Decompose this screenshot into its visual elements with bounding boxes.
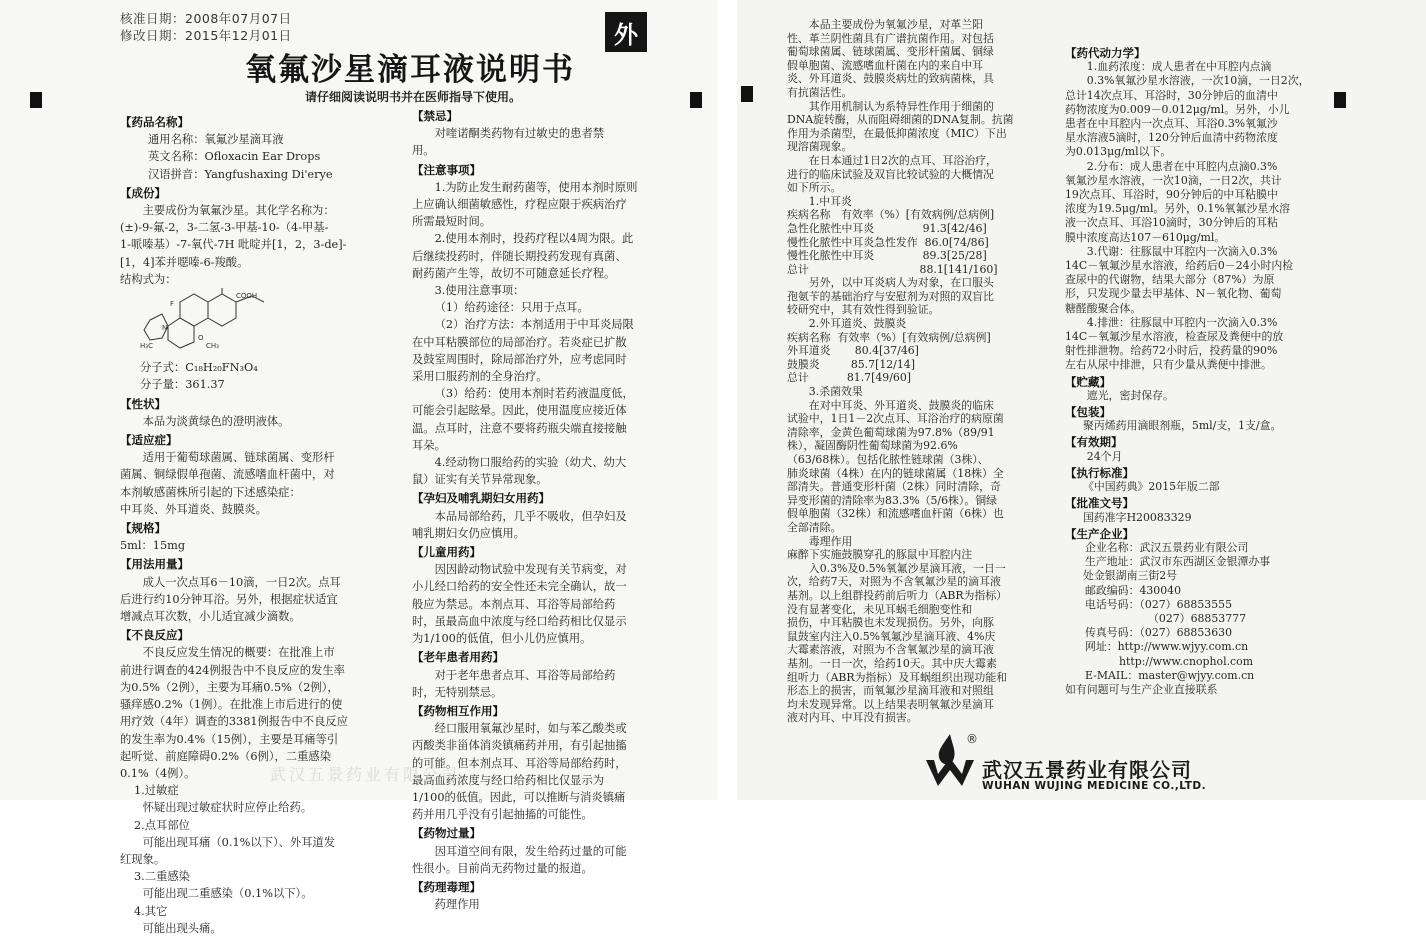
text-line: 其作用机制认为系特异性作用于细菌的 <box>808 99 994 113</box>
text-line: 在对中耳炎、外耳道炎、鼓膜炎的临床 <box>808 398 994 412</box>
section-heading: 【贮藏】 <box>1065 374 1111 389</box>
section-heading: 【不良反应】 <box>120 628 189 643</box>
text-line: 经口服用氧氟沙星时，如与苯乙酸类或 <box>434 722 627 736</box>
text-line: 丙酸类非甾体消炎镇痛药并用，有引起抽搐 <box>412 739 627 753</box>
text-line: 射性排泄物。给药72小时后，投药量的90% <box>1065 344 1278 358</box>
text-line: [1，4]苯并噁嗪-6-羧酸。 <box>120 255 249 269</box>
text-line: 适用于葡萄球菌属、链球菌属、变形杆 <box>142 451 335 465</box>
text-line: 可能会引起眩晕。因此，使用温度应接近体 <box>412 404 627 418</box>
text-line: 中耳炎、外耳道炎、鼓膜炎。 <box>120 502 267 516</box>
text-line: 0.3%氧氟沙星水溶液，一次10滴，一日2次， <box>1086 74 1310 88</box>
text-line: 可能出现二重感染（0.1%以下）。 <box>142 887 313 901</box>
registration-mark <box>741 86 753 102</box>
text-line: 总计 81.7[49/60] <box>787 371 911 385</box>
section-heading: 【儿童用药】 <box>412 545 481 560</box>
text-line: 的发生率为0.4%（15例），主要是耳痛等引 <box>120 732 339 746</box>
text-line: 部清失。普通变形杆菌（2株）同时清除，奇 <box>787 480 1001 494</box>
text-line: 基剂。以上组群投药前后听力（ABR为指标） <box>787 588 1008 602</box>
text-line: 19次点耳、耳浴时，90分钟后的中耳粘膜中 <box>1065 188 1278 202</box>
section-heading: 【成份】 <box>120 185 166 200</box>
text-line: 对喹诺酮类药物有过敏史的患者禁 <box>434 127 605 141</box>
text-line: 如有问题可与生产企业直接联系 <box>1065 682 1218 696</box>
text-line: 遮光，密封保存。 <box>1086 388 1174 402</box>
text-line: 分子式：C₁₈H₂₀FN₃O₄ <box>140 361 258 375</box>
text-line: 4.排泄：往豚鼠中耳腔内一次滴入0.3% <box>1086 315 1278 329</box>
svg-text:N: N <box>162 324 168 333</box>
text-line: 14C－氧氟沙星水溶液，检查尿及粪便中的放 <box>1065 330 1284 344</box>
section-heading: 【药理毒理】 <box>412 879 481 894</box>
text-line: 后继续投药时，伴随长期投药发现有真菌、 <box>412 249 627 263</box>
text-line: 14C－氧氟沙星水溶液，给药后0－24小时内检 <box>1065 259 1294 273</box>
text-line: 4.其它 <box>134 904 168 918</box>
text-line: 形，只发现少量去甲基体、N－氧化物、葡萄 <box>1065 287 1282 301</box>
text-line: 假单胞菌、流感嗜血杆菌在内的来自中耳 <box>787 58 984 72</box>
text-line: 时，无特别禁忌。 <box>412 685 503 699</box>
text-line: 大霉素溶液，对照为不含氧氟沙星的滴耳液 <box>787 643 994 657</box>
section-heading: 【执行标准】 <box>1065 465 1134 480</box>
text-line: 在中耳粘膜部位的局部治疗。若炎症已扩散 <box>412 335 627 349</box>
text-line: 汉语拼音：Yangfushaxing Di'erye <box>148 167 333 181</box>
text-line: 左右从尿中排泄，只有少量从粪便中排泄。 <box>1065 358 1272 372</box>
company-name-en: WUHAN WUJING MEDICINE CO.,LTD. <box>982 780 1207 792</box>
text-line: 假单胞菌（32株）和流感嗜血杆菌（6株）也 <box>787 507 1004 521</box>
text-line: 肺炎球菌（4株）在内的链球菌属（18株）全 <box>787 466 1004 480</box>
text-line: 英文名称：Ofloxacin Ear Drops <box>148 150 321 164</box>
text-line: 较研究中，其有效性得到验证。 <box>787 303 940 317</box>
section-heading: 【用法用量】 <box>120 557 189 572</box>
text-line: 起听觉、前庭障碍0.2%（6例），二重感染 <box>120 749 331 763</box>
text-line: 可能出现耳痛（0.1%以下）、外耳道发 <box>142 835 336 849</box>
company-logo <box>922 730 1282 800</box>
text-line: 性、革兰阴性菌具有广谱抗菌作用。对包括 <box>787 31 994 45</box>
text-line: 及鼓室周围时，除局部治疗外，应考虑同时 <box>412 352 627 366</box>
text-line: 0.1%（4例）。 <box>120 766 196 780</box>
text-line: 葡萄球菌属、链球菌属、变形杆菌属、铜绿 <box>787 45 994 59</box>
text-line: 红现象。 <box>120 852 166 866</box>
text-line: 株），凝固酶阴性葡萄球菌为92.6% <box>787 439 958 453</box>
text-line: 1.过敏症 <box>134 784 179 798</box>
svg-text:H₃C: H₃C <box>140 342 153 351</box>
text-line: 2.外耳道炎、鼓膜炎 <box>808 317 907 331</box>
right-column-2 <box>1065 44 1327 697</box>
text-line: 国药准字H20083329 <box>1083 510 1192 524</box>
text-line: 邮政编码：430040 <box>1085 583 1182 597</box>
text-line: 成人一次点耳6－10滴，一日2次。点耳 <box>142 575 341 589</box>
section-heading: 【药物过量】 <box>412 826 481 841</box>
text-line: 2.点耳部位 <box>134 818 190 832</box>
text-line: 星水溶液5滴时，120分钟后血清中药物浓度 <box>1065 131 1278 145</box>
left-column-2 <box>412 106 684 913</box>
approval-date: 核准日期：2008年07月07日 <box>120 11 292 26</box>
text-line: 慢性化脓性中耳炎急性发作 86.0[74/86] <box>787 235 989 249</box>
text-line: 因因龄动物试验中发现有关节病变，对 <box>434 563 627 577</box>
text-line: 3.杀菌效果 <box>808 385 863 399</box>
section-heading: 【注意事项】 <box>412 162 481 177</box>
svg-text:F: F <box>170 300 175 309</box>
text-line: 传真号码：（027）68853630 <box>1085 626 1233 640</box>
text-line: 查尿中的代谢物，结果大部分（87%）为原 <box>1065 273 1275 287</box>
text-line: 时，虽最高血中浓度与经口给药相比仅显示 <box>412 614 627 628</box>
text-line: 均未发现异常。以上结果表明氧氟沙星滴耳 <box>787 697 994 711</box>
text-line: 3.使用注意事项： <box>434 284 525 298</box>
text-line: 1.为防止发生耐药菌等，使用本剂时原则 <box>434 180 638 194</box>
text-line: 哺乳期妇女仍应慎用。 <box>412 526 525 540</box>
revision-date: 修改日期：2015年12月01日 <box>120 28 292 43</box>
text-line: 的可能。但本剂点耳、耳浴等局部给药时， <box>412 756 627 770</box>
text-line: 聚丙烯药用滴眼剂瓶，5ml/支，1支/盒。 <box>1083 419 1282 433</box>
text-line: 异变形菌的清除率为83.3%（5/6株）。铜绿 <box>787 493 998 507</box>
section-heading: 【包装】 <box>1065 405 1111 420</box>
section-heading: 【老年患者用药】 <box>412 650 504 665</box>
text-line: （3）给药：使用本剂时若药液温度低， <box>434 387 634 401</box>
text-line: 为0.5%（2例），主要为耳痛0.5%（2例）， <box>120 680 339 694</box>
registration-mark <box>1334 92 1346 108</box>
text-line: 3.代谢：往豚鼠中耳腔内一次滴入0.3% <box>1086 244 1278 258</box>
section-heading: 【药品名称】 <box>120 115 189 129</box>
text-line: 患者在中耳腔内一次点耳、耳浴0.3%氧氟沙 <box>1065 117 1278 131</box>
text-line: 本剂敏感菌株所引起的下述感染症： <box>120 485 301 499</box>
text-line: 增减点耳次数，小儿适宜减少滴数。 <box>120 610 301 624</box>
section-heading: 【批准文号】 <box>1065 496 1134 511</box>
page-gutter <box>718 0 737 800</box>
text-line: 耳朵。 <box>412 438 446 452</box>
registration-mark <box>30 92 42 108</box>
text-line: 骚痒感0.2%（1例）。在批准上市后进行的使 <box>120 698 343 712</box>
text-line: DNA旋转酶，从而阻碍细菌的DNA复制。抗菌 <box>787 113 1014 127</box>
text-line: 药理作用 <box>434 898 480 912</box>
text-line: 本品主要成份为氧氟沙星，对革兰阳 <box>808 18 984 31</box>
text-line: 所需最短时间。 <box>412 215 492 229</box>
text-line: 怀疑出现过敏症状时应停止给药。 <box>142 801 313 815</box>
text-line: 慢性化脓性中耳炎 89.3[25/28] <box>787 249 987 263</box>
text-line: 基剂。一日一次，给药10天。其中庆大霉素 <box>787 656 997 670</box>
text-line: 炎、外耳道炎、鼓膜炎病灶的致病菌株，具 <box>787 72 994 86</box>
text-line: 可能出现头痛。 <box>142 921 222 935</box>
registration-mark <box>690 92 702 108</box>
text-line: 主要成份为氧氟沙星。其化学名称为： <box>142 204 335 218</box>
text-line: （1）给药途径：只用于点耳。 <box>434 301 589 315</box>
text-line: 清除率，金黄色葡萄球菌为97.8%（89/91 <box>787 425 995 439</box>
text-line: 麻醉下实施鼓膜穿孔的豚鼠中耳腔内注 <box>787 548 973 562</box>
text-line: 药并用几乎没有引起抽搐的可能性。 <box>412 808 593 822</box>
text-line: （63/68株）。包括化脓性链球菌（3株）、 <box>787 453 989 466</box>
text-line: 氧氟沙星水溶液，一次10滴，一日2次，共计 <box>1065 173 1282 187</box>
text-line: 最高血药浓度与经口给药相比仅显示为 <box>412 773 605 787</box>
left-column-1 <box>120 112 410 937</box>
company-name-cn: 武汉五景药业有限公司 <box>982 758 1192 782</box>
text-line: 本品为淡黄绿色的澄明液体。 <box>142 414 290 428</box>
text-line: 糖醛酸聚合体。 <box>1065 301 1142 315</box>
right-column-1 <box>787 18 1059 725</box>
structural-formula-image <box>140 290 410 357</box>
text-line: 膜中浓度高达107－610μg/ml。 <box>1065 230 1226 244</box>
text-line: 总计14次点耳、耳浴时，30分钟后的血清中 <box>1065 88 1278 102</box>
text-line: 全部清除。 <box>787 520 842 534</box>
section-heading: 【有效期】 <box>1065 435 1123 450</box>
text-line: 网址：http://www.wjyy.com.cn <box>1085 640 1249 654</box>
text-line: (±)-9-氟-2，3-二氢-3-甲基-10-（4-甲基- <box>120 221 329 235</box>
text-line: 1.中耳炎 <box>808 194 852 208</box>
text-line: 次，给药7天，对照为不含氧氟沙星的滴耳液 <box>787 575 1001 589</box>
text-line: 没有显著变化，未见耳蜗毛细胞变性和 <box>787 602 973 616</box>
section-heading: 【药物相互作用】 <box>412 703 504 718</box>
text-line: 3.二重感染 <box>134 870 190 884</box>
svg-text:CH₃: CH₃ <box>206 342 219 351</box>
text-line: 24个月 <box>1086 449 1123 463</box>
section-heading: 【适应症】 <box>120 433 178 448</box>
text-line: E-MAIL：master@wjyy.com.cn <box>1085 668 1255 682</box>
text-line: http://www.cnophol.com <box>1119 654 1254 668</box>
text-line: 结构式为： <box>120 272 177 286</box>
text-line: 进行的临床试验及双盲比较试验的大概情况 <box>787 167 994 181</box>
text-line: 为1/100的低值，但小儿仍应慎用。 <box>412 632 592 646</box>
section-heading: 【性状】 <box>120 396 166 411</box>
text-line: 形态上的损害，而氧氟沙星滴耳液和对照组 <box>787 684 994 698</box>
text-line: 用疗效（4年）调查的3381例报告中不良反应 <box>120 715 348 729</box>
text-line: 1.血药浓度：成人患者在中耳腔内点滴 <box>1086 60 1272 74</box>
text-line: 分子量：361.37 <box>140 378 225 392</box>
text-line: 作用为杀菌型，在最低抑菌浓度（MIC）下出 <box>787 126 1007 140</box>
text-line: 用。 <box>412 144 435 158</box>
text-line: 5ml：15mg <box>120 539 186 553</box>
document-title: 氧氟沙星滴耳液说明书 <box>245 52 575 88</box>
svg-text:O: O <box>198 334 204 343</box>
text-line: 后进行约10分钟耳浴。另外，根据症状适宜 <box>120 592 338 606</box>
text-line: 组听力（ABR为指标）及耳蜗组织出现功能和 <box>787 670 1008 684</box>
text-line: 本品局部给药，几乎不吸收，但孕妇及 <box>434 509 627 523</box>
text-line: 电话号码：（027）68853555 <box>1085 597 1233 611</box>
text-line: 毒理作用 <box>808 534 853 548</box>
svg-text:COOH: COOH <box>236 292 258 301</box>
text-line: 通用名称：氧氟沙星滴耳液 <box>148 133 284 147</box>
text-line: 有抗菌活性。 <box>787 85 853 99</box>
text-line: 般应为禁忌。本剂点耳、耳浴等局部给药 <box>412 597 616 611</box>
text-line: 孢氨苄的基础治疗与安慰剂为对照的双盲比 <box>787 289 994 303</box>
text-line: 对于老年患者点耳、耳浴等局部给药 <box>434 668 616 682</box>
text-line: （027）68853777 <box>1148 611 1246 625</box>
text-line: 《中国药典》2015年版二部 <box>1083 480 1220 494</box>
section-heading: 【药代动力学】 <box>1065 46 1146 60</box>
company-watermark: 武汉五景药业有限公司 <box>270 765 461 784</box>
text-line: 如下所示。 <box>787 181 842 195</box>
text-line: 耐药菌产生等，故切不可随意延长疗程。 <box>412 266 616 280</box>
section-heading: 【禁忌】 <box>412 109 458 123</box>
text-line: 不良反应发生情况的概要：在批准上市 <box>142 646 335 660</box>
text-line: 性很小。目前尚无药物过量的报道。 <box>412 861 593 875</box>
text-line: 菌属、铜绿假单孢菌、流感嗜血杆菌中，对 <box>120 468 335 482</box>
text-line: 为0.013μg/ml以下。 <box>1065 145 1172 159</box>
text-line: 液对内耳、中耳没有损害。 <box>787 711 918 725</box>
text-line: 1/100的低值。因此，可以推断与消炎镇痛 <box>412 790 626 804</box>
text-line: 生产地址：武汉市东西湖区金银潭办事 <box>1085 555 1271 569</box>
text-line: 入0.3%及0.5%氧氟沙星滴耳液，一日一 <box>808 561 1006 575</box>
text-line: 2.分布：成人患者在中耳腔内点滴0.3% <box>1086 159 1278 173</box>
text-line: 1-哌嗪基）-7-氧代-7H 吡啶并[1，2，3-de]- <box>120 238 347 252</box>
text-line: 外耳道炎 80.4[37/46] <box>787 344 919 358</box>
text-line: 企业名称：武汉五景药业有限公司 <box>1085 540 1249 554</box>
text-line: 液一次点耳、耳浴10滴时，30分钟后的耳粘 <box>1065 216 1278 230</box>
text-line: 鼓膜炎 85.7[12/14] <box>787 357 915 371</box>
text-line: 试验中，1日1－2次点耳、耳浴治疗的病原菌 <box>787 412 1004 426</box>
text-line: （2）治疗方法：本剂适用于中耳炎局限 <box>434 318 634 332</box>
leaflet-page-right <box>737 0 1426 800</box>
text-line: 处金银湖南三街2号 <box>1083 569 1178 583</box>
section-heading: 【孕妇及哺乳期妇女用药】 <box>412 491 550 506</box>
text-line: 4.经动物口服给药的实验（幼犬、幼大 <box>434 456 627 470</box>
text-line: 浓度为19.5μg/ml。另外，0.1%氧氟沙星水溶 <box>1065 202 1291 216</box>
text-line: 疾病名称 有效率（%）[有效病例/总病例] <box>787 208 995 222</box>
document-subtitle: 请仔细阅读说明书并在医师指导下使用。 <box>305 90 522 104</box>
text-line: 总计 88.1[141/160] <box>787 262 998 276</box>
text-line: 药物浓度为0.009－0.012μg/ml。另外，小儿 <box>1065 102 1290 116</box>
text-line: 鼠鼓室内注入0.5%氧氟沙星滴耳液、4%庆 <box>787 629 996 643</box>
text-line: 温。点耳时，注意不要将药瓶尖端直接接触 <box>412 421 627 435</box>
text-line: 疾病名称 有效率（%）[有效病例/总病例] <box>787 330 991 344</box>
text-line: 鼠）证实有关节异常现象。 <box>412 473 548 487</box>
text-line: 现溶菌现象。 <box>787 140 853 154</box>
text-line: 另外，以中耳炎病人为对象，在口服头 <box>808 276 994 290</box>
text-line: 损伤，中耳粘膜也未发现损伤。另外，向豚 <box>787 616 994 630</box>
text-line: 2.使用本剂时，投药疗程以4周为限。此 <box>434 232 634 246</box>
registered-mark: ® <box>966 732 978 746</box>
text-line: 因耳道空间有限，发生给药过量的可能 <box>434 844 627 858</box>
text-line: 采用口服药剂的全身治疗。 <box>412 370 548 384</box>
external-use-badge: 外 <box>605 12 647 52</box>
text-line: 上应确认细菌敏感性，疗程应限于疾病治疗 <box>412 198 627 212</box>
section-heading: 【生产企业】 <box>1065 526 1134 541</box>
section-heading: 【规格】 <box>120 521 166 536</box>
text-line: 前进行调查的424例报告中不良反应的发生率 <box>120 663 345 677</box>
text-line: 急性化脓性中耳炎 91.3[42/46] <box>787 221 987 235</box>
text-line: 小儿经口给药的安全性还未完全确认，故一 <box>412 580 627 594</box>
text-line: 在日本通过1日2次的点耳、耳浴治疗， <box>808 153 997 167</box>
